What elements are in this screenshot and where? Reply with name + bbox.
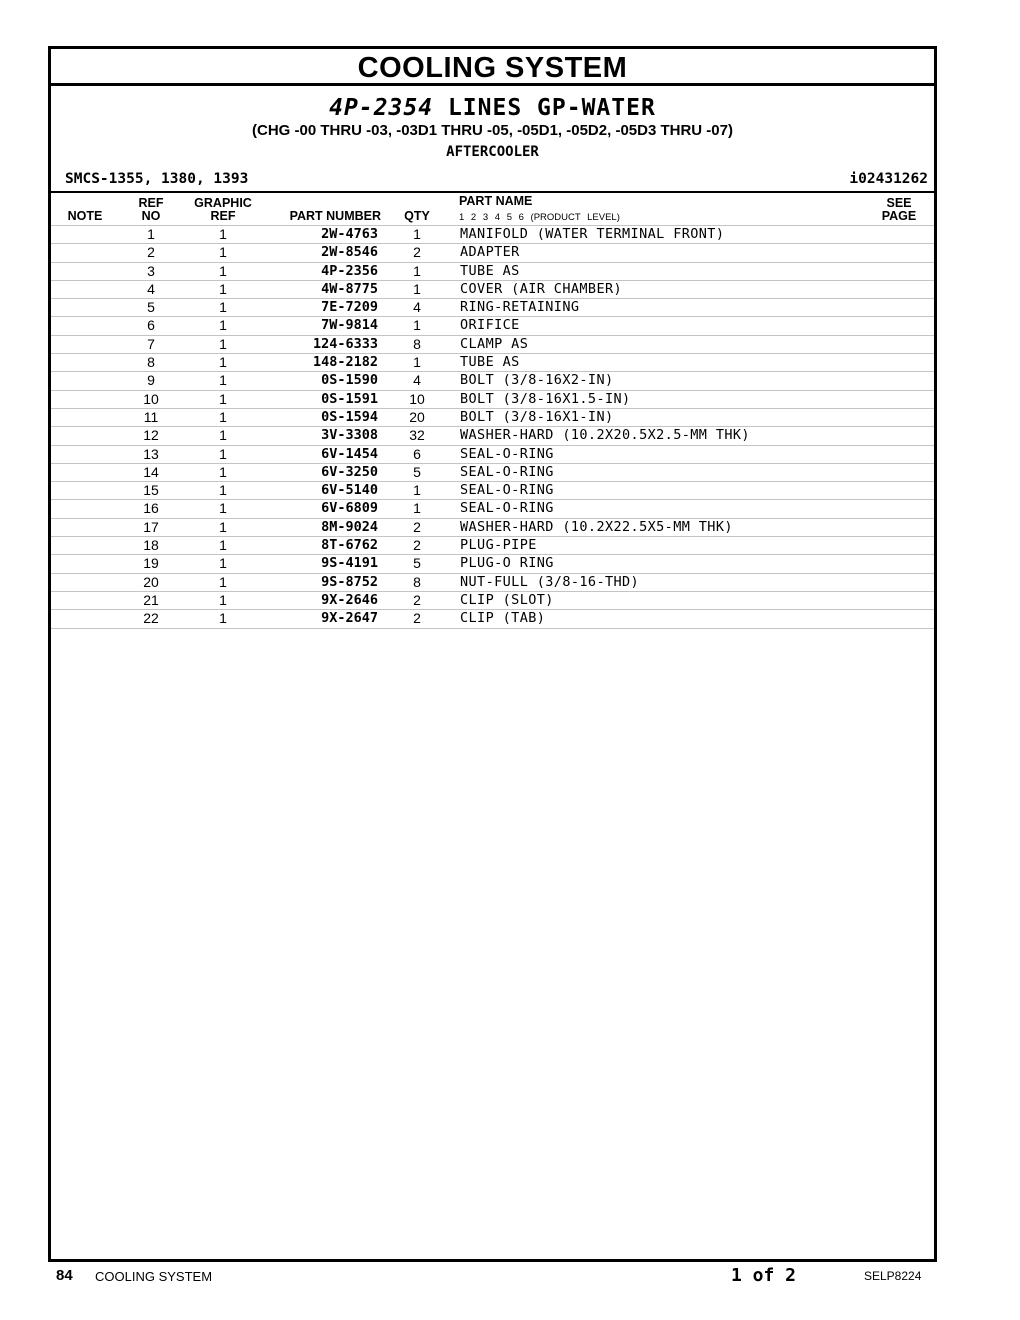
ref-no-cell: 4: [147, 280, 155, 297]
part-name-cell: CLAMP AS: [460, 335, 529, 352]
part-name-cell: COVER (AIR CHAMBER): [460, 280, 623, 297]
part-number-cell: 9X-2647: [321, 610, 378, 627]
ref-no-cell: 20: [143, 573, 159, 590]
ref-no-cell: 16: [143, 500, 159, 517]
part-name-cell: TUBE AS: [460, 354, 520, 371]
part-number-cell: 6V-5140: [321, 482, 378, 499]
part-name-cell: PLUG-O RING: [460, 555, 554, 572]
table-row: [51, 225, 934, 244]
table-row: [51, 354, 934, 372]
table-row: [51, 574, 934, 592]
ref-no-cell: 6: [147, 317, 155, 334]
parts-table: [51, 225, 934, 629]
ref-no-cell: 14: [143, 463, 159, 480]
part-name-cell: CLIP (SLOT): [460, 591, 554, 608]
graphic-ref-cell: 1: [219, 335, 227, 352]
part-number-cell: 4W-8775: [321, 280, 378, 297]
table-row: [51, 391, 934, 409]
col-see-page: [874, 197, 924, 223]
part-number-cell: 9X-2646: [321, 591, 378, 608]
table-row: [51, 555, 934, 573]
qty-cell: 8: [413, 573, 421, 590]
ref-no-cell: 11: [143, 408, 159, 425]
graphic-ref-cell: 1: [219, 555, 227, 572]
part-number-cell: 3V-3308: [321, 427, 378, 444]
ref-no-cell: 8: [147, 354, 155, 371]
graphic-ref-cell: 1: [219, 591, 227, 608]
ref-no-cell: 17: [143, 518, 159, 535]
table-row: [51, 263, 934, 281]
part-name-cell: NUT-FULL (3/8-16-THD): [460, 573, 640, 590]
graphic-ref-cell: 1: [219, 390, 227, 407]
graphic-ref-cell: 1: [219, 226, 227, 242]
part-name-cell: BOLT (3/8-16X2-IN): [460, 372, 614, 389]
table-row: [51, 537, 934, 555]
part-name-cell: PLUG-PIPE: [460, 537, 537, 554]
part-number-cell: 8T-6762: [321, 537, 378, 554]
ref-no-cell: 19: [143, 555, 159, 572]
qty-cell: 10: [409, 390, 425, 407]
col-see-label-top: SEE: [886, 196, 912, 210]
col-graphic-ref: [188, 197, 258, 223]
table-row: [51, 482, 934, 500]
col-part-name-label: PART NAME: [459, 194, 533, 208]
ref-no-cell: 7: [147, 335, 155, 352]
qty-cell: 2: [413, 537, 421, 554]
ref-no-cell: 15: [143, 482, 159, 499]
part-number-cell: 6V-1454: [321, 445, 378, 462]
qty-cell: 8: [413, 335, 421, 352]
part-number-cell: 9S-4191: [321, 555, 378, 572]
qty-cell: 1: [413, 262, 421, 279]
footer-doc-code: SELP8224: [864, 1269, 922, 1283]
table-row: [51, 299, 934, 317]
part-number-cell: 0S-1591: [321, 390, 378, 407]
section-title: COOLING SYSTEM: [51, 49, 934, 86]
graphic-ref-cell: 1: [219, 537, 227, 554]
graphic-ref-cell: 1: [219, 299, 227, 316]
ref-no-cell: 5: [147, 299, 155, 316]
part-name-cell: RING-RETAINING: [460, 299, 580, 316]
table-row: [51, 244, 934, 262]
table-row: [51, 372, 934, 390]
col-ref-label-top: REF: [138, 196, 164, 210]
part-name-cell: CLIP (TAB): [460, 610, 546, 627]
qty-cell: 2: [413, 591, 421, 608]
qty-cell: 6: [413, 445, 421, 462]
qty-cell: 1: [413, 500, 421, 517]
table-row: [51, 281, 934, 299]
col-graphic-label-bottom: REF: [210, 209, 236, 223]
graphic-ref-cell: 1: [219, 518, 227, 535]
product-level-legend: 1 2 3 4 5 6 (PRODUCT LEVEL): [459, 212, 620, 223]
part-name-cell: TUBE AS: [460, 262, 520, 279]
table-row: [51, 409, 934, 427]
table-row: [51, 336, 934, 354]
ref-no-cell: 12: [143, 427, 159, 444]
ref-no-cell: 10: [143, 390, 159, 407]
table-row: [51, 446, 934, 464]
table-row: [51, 427, 934, 445]
part-name-cell: BOLT (3/8-16X1-IN): [460, 408, 614, 425]
ref-no-cell: 13: [143, 445, 159, 462]
group-title: [51, 95, 934, 121]
qty-cell: 4: [413, 299, 421, 316]
graphic-ref-cell: 1: [219, 408, 227, 425]
qty-cell: 2: [413, 610, 421, 627]
qty-cell: 1: [413, 280, 421, 297]
footer-page-number: 84: [56, 1267, 73, 1284]
part-number-cell: 7W-9814: [321, 317, 378, 334]
ref-no-cell: 18: [143, 537, 159, 554]
qty-cell: 1: [413, 317, 421, 334]
table-row: [51, 610, 934, 628]
group-subtitle: AFTERCOOLER: [446, 144, 539, 160]
footer-section-name: COOLING SYSTEM: [95, 1269, 213, 1284]
smcs-codes: SMCS-1355, 1380, 1393: [65, 171, 249, 187]
part-name-cell: MANIFOLD (WATER TERMINAL FRONT): [460, 226, 725, 242]
ref-no-cell: 22: [143, 610, 159, 627]
part-number-cell: 7E-7209: [321, 299, 378, 316]
part-number-cell: 124-6333: [312, 335, 378, 352]
part-number-cell: 2W-4763: [321, 226, 378, 242]
table-row: [51, 500, 934, 518]
col-part-number: [271, 210, 381, 223]
footer-page-of: 1 of 2: [731, 1265, 797, 1286]
part-name-cell: WASHER-HARD (10.2X20.5X2.5-MM THK): [460, 427, 750, 444]
header-divider: [51, 191, 934, 193]
ref-no-cell: 1: [147, 226, 155, 242]
part-name-cell: WASHER-HARD (10.2X22.5X5-MM THK): [460, 518, 733, 535]
col-part-name: [459, 195, 532, 208]
graphic-ref-cell: 1: [219, 280, 227, 297]
group-part-number: 4P-2354: [329, 95, 434, 121]
ref-no-cell: 21: [143, 591, 159, 608]
part-number-cell: 9S-8752: [321, 573, 378, 590]
table-row: [51, 519, 934, 537]
ref-no-cell: 9: [147, 372, 155, 389]
qty-cell: 32: [409, 427, 425, 444]
illustration-id: i02431262: [849, 171, 928, 187]
page-frame: [48, 46, 937, 1262]
graphic-ref-cell: 1: [219, 482, 227, 499]
graphic-ref-cell: 1: [219, 354, 227, 371]
ref-no-cell: 3: [147, 262, 155, 279]
qty-cell: 5: [413, 555, 421, 572]
part-name-cell: SEAL-O-RING: [460, 500, 554, 517]
graphic-ref-cell: 1: [219, 262, 227, 279]
graphic-ref-cell: 1: [219, 573, 227, 590]
part-name-cell: SEAL-O-RING: [460, 463, 554, 480]
graphic-ref-cell: 1: [219, 244, 227, 261]
col-graphic-label-top: GRAPHIC: [194, 196, 252, 210]
part-name-cell: SEAL-O-RING: [460, 445, 554, 462]
graphic-ref-cell: 1: [219, 317, 227, 334]
graphic-ref-cell: 1: [219, 445, 227, 462]
qty-cell: 5: [413, 463, 421, 480]
table-row: [51, 317, 934, 335]
graphic-ref-cell: 1: [219, 463, 227, 480]
part-number-cell: 4P-2356: [321, 262, 378, 279]
serial-range: (CHG -00 THRU -03, -03D1 THRU -05, -05D1, -05D2, -05D3 THRU -07): [252, 122, 733, 139]
qty-cell: 1: [413, 226, 421, 242]
table-row: [51, 464, 934, 482]
graphic-ref-cell: 1: [219, 427, 227, 444]
group-name: LINES GP-WATER: [447, 95, 656, 121]
part-name-cell: ADAPTER: [460, 244, 520, 261]
part-number-cell: 148-2182: [312, 354, 378, 371]
part-number-cell: 2W-8546: [321, 244, 378, 261]
col-qty-label: QTY: [404, 209, 430, 223]
graphic-ref-cell: 1: [219, 500, 227, 517]
part-number-cell: 0S-1594: [321, 408, 378, 425]
col-part-number-label: PART NUMBER: [289, 209, 381, 223]
part-name-cell: ORIFICE: [460, 317, 520, 334]
part-number-cell: 6V-3250: [321, 463, 378, 480]
part-name-cell: SEAL-O-RING: [460, 482, 554, 499]
col-ref-label-bottom: NO: [141, 209, 161, 223]
col-qty: [397, 210, 437, 223]
part-number-cell: 0S-1590: [321, 372, 378, 389]
qty-cell: 2: [413, 518, 421, 535]
qty-cell: 1: [413, 354, 421, 371]
qty-cell: 20: [409, 408, 425, 425]
qty-cell: 1: [413, 482, 421, 499]
ref-no-cell: 2: [147, 244, 155, 261]
part-name-cell: BOLT (3/8-16X1.5-IN): [460, 390, 631, 407]
graphic-ref-cell: 1: [219, 610, 227, 627]
qty-cell: 2: [413, 244, 421, 261]
part-number-cell: 8M-9024: [321, 518, 378, 535]
col-note: [65, 210, 105, 223]
table-row: [51, 592, 934, 610]
col-note-label: NOTE: [67, 209, 103, 223]
qty-cell: 4: [413, 372, 421, 389]
part-number-cell: 6V-6809: [321, 500, 378, 517]
col-see-label-bottom: PAGE: [881, 209, 917, 223]
col-ref-no: [131, 197, 171, 223]
graphic-ref-cell: 1: [219, 372, 227, 389]
